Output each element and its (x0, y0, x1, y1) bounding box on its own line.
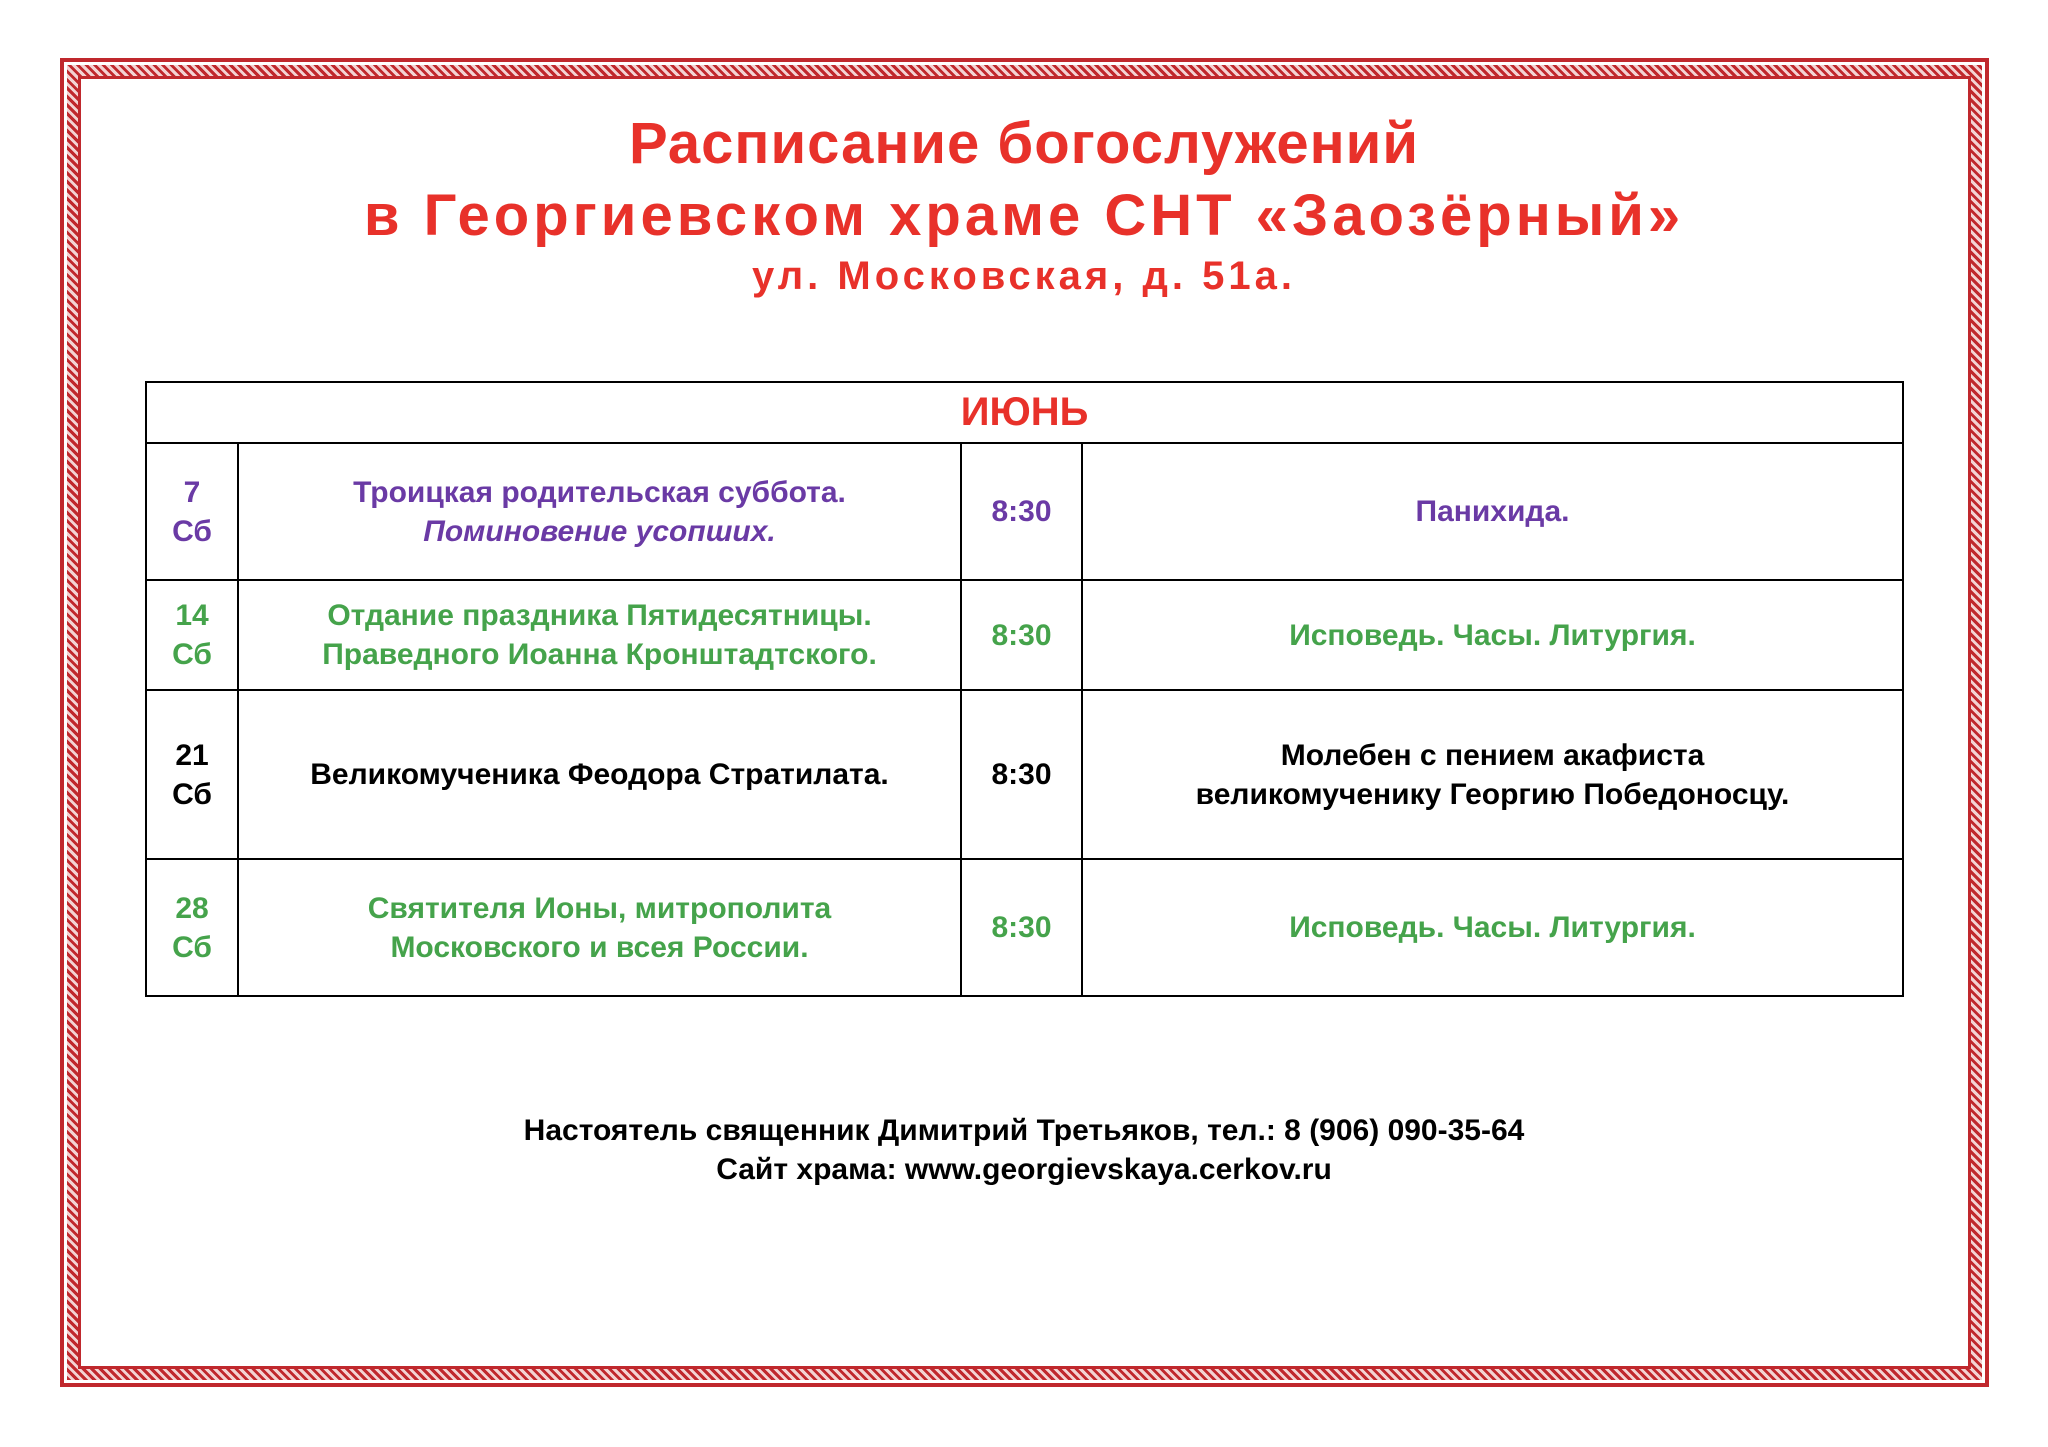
service-cell (1082, 443, 1903, 580)
time-cell: 8:30 (961, 443, 1082, 580)
time-cell: 8:30 (961, 859, 1082, 996)
service-cell (1082, 690, 1903, 859)
day-number: 21 (175, 738, 209, 772)
service-title: Исповедь. Часы. Литургия. (1289, 618, 1696, 652)
event-title: Великомученика Феодора Стратилата. (310, 758, 889, 791)
service-title: Панихида. (1415, 495, 1570, 528)
date-cell (146, 580, 238, 690)
day-number: 28 (175, 891, 209, 925)
date-cell (146, 443, 238, 580)
event-subtitle: Праведного Иоанна Кронштадтского. (322, 638, 877, 671)
date-cell (146, 690, 238, 859)
date-cell (146, 859, 238, 996)
event-title: Святителя Ионы, митрополита (367, 891, 832, 925)
event-subtitle: Московского и всея России. (390, 930, 809, 964)
service-cell (1082, 859, 1903, 996)
weekday: Сб (172, 514, 212, 548)
website-line: Сайт храма: www.georgievskaya.cerkov.ru (716, 1153, 1332, 1186)
schedule-table (145, 381, 1904, 997)
weekday: Сб (172, 930, 212, 964)
event-cell (238, 690, 961, 859)
service-subtitle: великомученику Георгию Победоносцу. (1195, 777, 1790, 811)
time-cell: 8:30 (961, 580, 1082, 690)
event-subtitle: Поминовение усопших. (423, 514, 776, 548)
table-row (146, 690, 1903, 859)
event-cell (238, 580, 961, 690)
day-number: 14 (175, 599, 209, 632)
rector-contact: Настоятель священник Димитрий Третьяков, тел.: 8 (906) 090-35-64 (523, 1114, 1525, 1147)
table-row (146, 443, 1903, 580)
service-cell (1082, 580, 1903, 690)
month-header: ИЮНЬ (146, 382, 1903, 443)
event-title: Отдание праздника Пятидесятницы. (327, 599, 872, 632)
title-line-2: в Георгиевском храме СНТ «Заозёрный» (363, 183, 1685, 248)
title-line-1: Расписание богослужений (629, 111, 1419, 176)
service-title: Исповедь. Часы. Литургия. (1289, 911, 1696, 944)
month-header-row (146, 382, 1903, 443)
day-number: 7 (183, 475, 201, 509)
event-cell (238, 859, 961, 996)
weekday: Сб (172, 777, 212, 811)
event-cell (238, 443, 961, 580)
weekday: Сб (172, 638, 212, 671)
church-address: ул. Московская, д. 51а. (752, 254, 1296, 298)
table-row (146, 580, 1903, 690)
time-cell: 8:30 (961, 690, 1082, 859)
table-row (146, 859, 1903, 996)
service-title: Молебен с пением акафиста (1280, 738, 1705, 772)
event-title: Троицкая родительская суббота. (353, 475, 846, 509)
